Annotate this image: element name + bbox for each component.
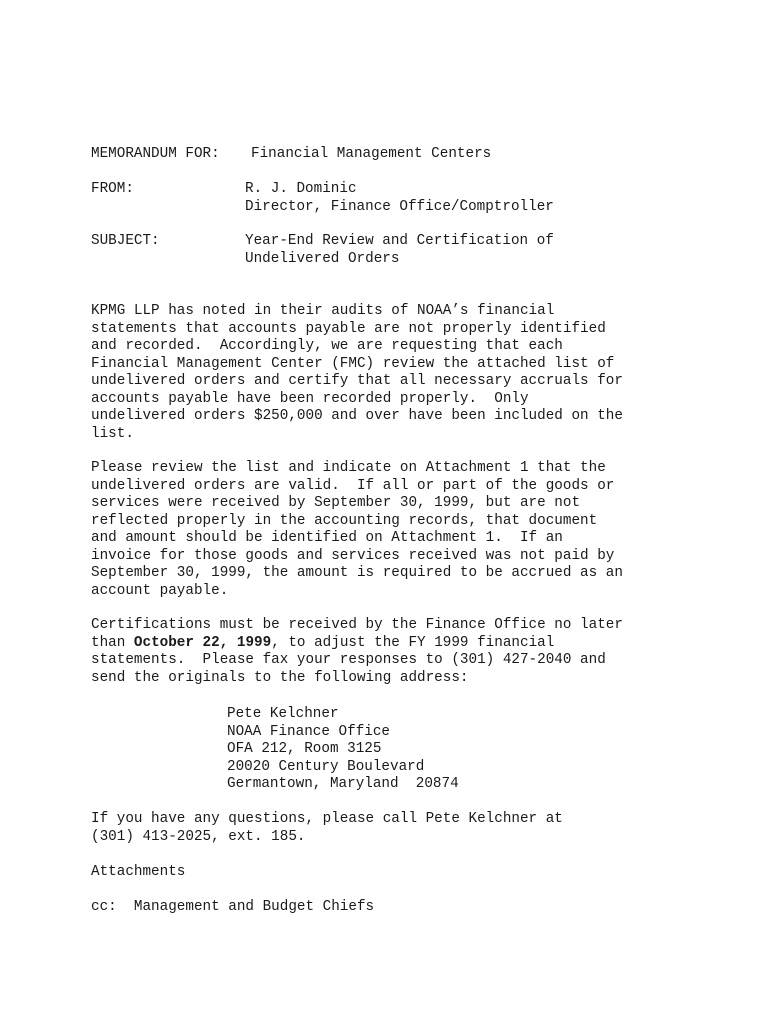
paragraph-line: and recorded. Accordingly, we are requesting that each: [91, 338, 563, 354]
memo-for-label: MEMORANDUM FOR:: [91, 146, 220, 162]
from-name: R. J. Dominic: [245, 181, 357, 197]
paragraph-line: KPMG LLP has noted in their audits of NOAA’s financial: [91, 303, 555, 319]
deadline-prefix: than: [91, 634, 134, 651]
cc-line: cc: Management and Budget Chiefs: [91, 899, 375, 915]
paragraph-line: accounts payable have been recorded properly. Only: [91, 390, 529, 407]
paragraph-line: send the originals to the following address:: [91, 669, 469, 686]
paragraph-line: list.: [91, 425, 134, 442]
deadline-suffix: , to adjust the FY 1999 financial: [271, 634, 555, 651]
paragraph-line: reflected properly in the accounting records, that document: [91, 512, 598, 529]
address-line: Pete Kelchner: [227, 706, 339, 722]
paragraph-line: statements. Please fax your responses to (301) 427-2040 and: [91, 652, 606, 668]
paragraph-line: invoice for those goods and services received was not paid by: [91, 547, 615, 564]
subject-line-1: Year-End Review and Certification of: [245, 233, 554, 249]
paragraph-line: If you have any questions, please call Pete Kelchner at: [91, 811, 563, 827]
address-line: 20020 Century Boulevard: [227, 758, 425, 775]
paragraph-line: Please review the list and indicate on Attachment 1 that the: [91, 460, 606, 476]
from-label: FROM:: [91, 181, 134, 197]
paragraph-line: services were received by September 30, 1999, but are not: [91, 495, 581, 511]
paragraph-line: Certifications must be received by the Finance Office no later: [91, 617, 623, 633]
subject-label: SUBJECT:: [91, 233, 160, 249]
paragraph-line: undelivered orders and certify that all necessary accruals for: [91, 373, 623, 389]
subject-line-2: Undelivered Orders: [245, 251, 400, 267]
paragraph-line: undelivered orders $250,000 and over have been included on the: [91, 408, 623, 424]
paragraph-line: September 30, 1999, the amount is required to be accrued as an: [91, 565, 623, 581]
attachments-label: Attachments: [91, 864, 186, 880]
paragraph-line: (301) 413-2025, ext. 185.: [91, 828, 306, 845]
deadline-date: October 22, 1999: [133, 634, 272, 651]
address-line: OFA 212, Room 3125: [227, 741, 382, 757]
paragraph-line: statements that accounts payable are not properly identified: [91, 320, 606, 337]
paragraph-line: Financial Management Center (FMC) review the attached list of: [91, 355, 615, 372]
address-line: NOAA Finance Office: [227, 723, 391, 740]
paragraph-line: undelivered orders are valid. If all or part of the goods or: [91, 477, 615, 494]
address-line: Germantown, Maryland 20874: [227, 776, 459, 792]
paragraph-line: account payable.: [91, 582, 229, 599]
from-title: Director, Finance Office/Comptroller: [245, 199, 554, 215]
paragraph-line-deadline: [91, 635, 554, 652]
paragraph-line: and amount should be identified on Attachment 1. If an: [91, 530, 563, 546]
memo-for-value: Financial Management Centers: [251, 146, 492, 162]
